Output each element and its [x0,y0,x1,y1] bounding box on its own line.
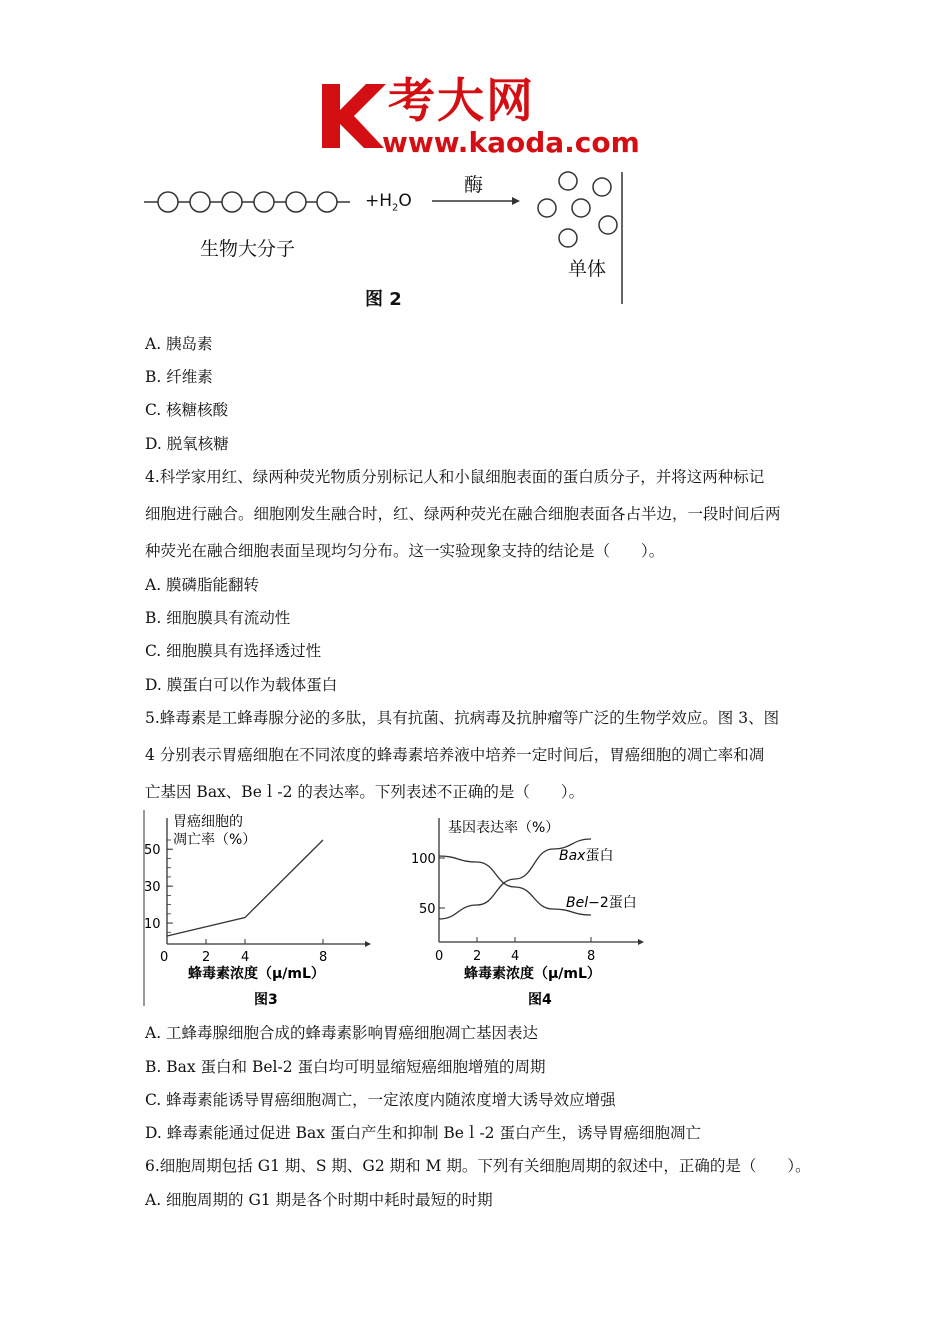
q5-charts [140,808,660,1018]
fig4-xtick-label-3: 8 [587,949,596,964]
monomer-5 [599,216,617,234]
monomer-4 [572,199,590,217]
fig4-xtick-label-2: 4 [511,949,520,964]
figure-3-chart [144,810,371,1008]
q3-option-d: D. 脱氧核糖 [145,435,229,453]
fig3-ylabel-line2: 凋亡率（%） [173,832,257,848]
q6-option-a: A. 细胞周期的 G1 期是各个时期中耗时最短的时期 [145,1191,493,1209]
figure-4-chart [411,818,644,1008]
fig3-ytick-label-2: 50 [144,843,161,859]
logo-k-icon [318,80,388,152]
fig4-title: 图4 [528,992,552,1008]
q6-stem: 6.细胞周期包括 G1 期、S 期、G2 期和 M 期。下列有关细胞周期的叙述中，正确的是（ ）。 [145,1157,811,1175]
monomer-2 [593,178,611,196]
figure-2-caption: 图 2 [365,289,402,310]
fig4-xtick-label-1: 2 [473,949,482,964]
q3-option-c: C. 核糖核酸 [145,401,229,419]
fig3-xtick-label-1: 2 [202,950,211,965]
enzyme-label: 酶 [464,174,484,196]
q4-option-d: D. 膜蛋白可以作为载体蛋白 [145,676,338,694]
q4-option-a: A. 膜磷脂能翻转 [145,576,260,594]
q5-stem-line-3: 亡基因 Bax、Beｌ-2 的表达率。下列表述不正确的是（ ）。 [145,783,585,801]
q3-option-a: A. 胰岛素 [145,335,213,353]
q4-stem-line-1: 4.科学家用红、绿两种荧光物质分别标记人和小鼠细胞表面的蛋白质分子，并将这两种标记 [145,468,765,486]
monomer-6 [559,229,577,247]
q3-option-b: B. 纤维素 [145,368,213,386]
fig3-title: 图3 [254,992,278,1008]
macromolecule-label: 生物大分子 [200,238,296,260]
q4-option-b: B. 细胞膜具有流动性 [145,609,291,627]
fig3-ytick-label-0: 10 [144,917,161,933]
fig3-apoptosis-line [167,840,323,936]
q5-stem-line-1: 5.蜂毒素是工蜂毒腺分泌的多肽，具有抗菌、抗病毒及抗肿瘤等广泛的生物学效应。图 3、图 [145,709,780,727]
fig4-xtick-label-0: 0 [435,949,444,964]
fig4-ytick-label-1: 100 [411,852,436,867]
macromolecule-unit-5 [286,192,306,212]
q4-stem-line-2: 细胞进行融合。细胞刚发生融合时，红、绿两种荧光在融合细胞表面各占半边，一段时间后两 [145,505,781,523]
logo-url-text: www.kaoda.com [382,126,640,159]
q5-option-c: C. 蜂毒素能诱导胃癌细胞凋亡，一定浓度内随浓度增大诱导效应增强 [145,1091,616,1109]
macromolecule-unit-4 [254,192,274,212]
reaction-arrow-head [512,197,520,205]
q5-stem-line-2: 4 分别表示胃癌细胞在不同浓度的蜂毒素培养液中培养一定时间后，胃癌细胞的凋亡率和凋 [145,746,765,764]
fig3-xlabel: 蜂毒素浓度（μ/mL） [188,966,325,982]
fig3-xtick-label-0: 0 [160,950,169,965]
q4-option-c: C. 细胞膜具有选择透过性 [145,642,322,660]
q5-option-b: B. Bax 蛋白和 Bel-2 蛋白均可明显缩短癌细胞增殖的周期 [145,1058,546,1076]
fig3-ytick-label-1: 30 [144,880,161,896]
q4-stem-line-3: 种荧光在融合细胞表面呈现均匀分布。这一实验现象支持的结论是（ ）。 [145,542,665,560]
monomer-label: 单体 [568,258,607,280]
monomer-1 [559,172,577,190]
macromolecule-unit-1 [158,192,178,212]
fig4-xlabel: 蜂毒素浓度（μ/mL） [464,966,601,982]
fig4-bax-label: Bax蛋白 [559,848,614,864]
logo-chinese-text: 考大网 [388,74,535,129]
fig4-ytick-label-0: 50 [419,902,436,917]
macromolecule-unit-3 [222,192,242,212]
q5-option-d: D. 蜂毒素能通过促进 Bax 蛋白产生和抑制 Beｌ-2 蛋白产生，诱导胃癌细胞凋亡 [145,1124,701,1142]
macromolecule-unit-2 [190,192,210,212]
fig3-xtick-label-2: 4 [241,950,250,965]
monomer-3 [538,199,556,217]
fig3-ylabel-line1: 胃癌细胞的 [173,814,243,830]
fig3-xtick-label-3: 8 [319,950,328,965]
q5-option-a: A. 工蜂毒腺细胞合成的蜂毒素影响胃癌细胞凋亡基因表达 [145,1024,539,1042]
macromolecule-unit-6 [317,192,337,212]
fig4-ylabel: 基因表达率（%） [448,820,560,836]
fig4-bel2-label: Bel−2蛋白 [566,895,637,911]
water-label: $+H_2O$ [365,191,412,214]
